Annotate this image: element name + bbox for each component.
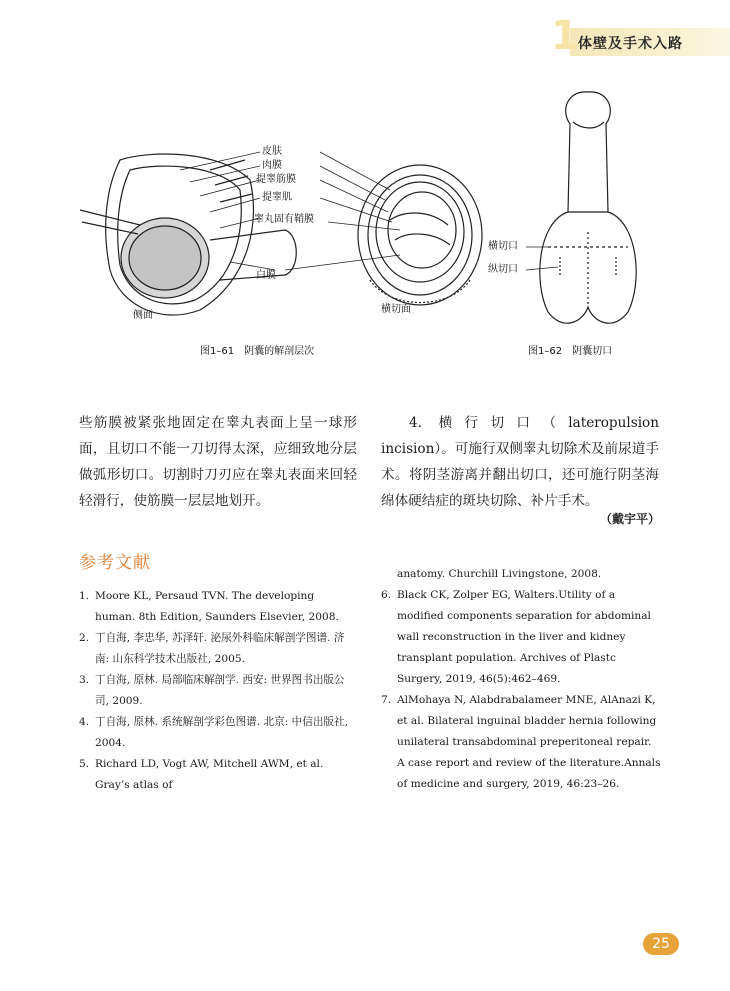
label-longitudinal-incision: 纵切口 [488,264,518,275]
reference-continuation: anatomy. Churchill Livingstone, 2008. [397,568,602,580]
label-tunica-albuginea: 白膜 [256,270,276,281]
label-skin: 皮肤 [262,146,282,157]
label-side-view: 侧面 [133,310,153,321]
label-cremaster-muscle: 提睾肌 [262,192,292,203]
figure-scrotum-layers [70,130,490,360]
author: （戴宇平） [600,512,661,526]
reference-item: 4. 丁自海, 原林. 系统解剖学彩色图谱. 北京: 中信出版社, 2004. [79,716,348,749]
label-cremasteric-fascia: 提睾筋膜 [256,174,296,185]
reference-item: 5. Richard LD, Vogt AW, Mitchell AWM, et al. Gray’s atlas of [79,758,324,791]
right-paragraph: 4. 横行切口（lateropulsion incision）。可施行双侧睾丸切除术及前尿道手术。将阴茎游离并翻出切口，还可施行阴茎海绵体硬结症的斑块切除、补片手术。 [381,415,659,509]
chapter-title: 体壁及手术入路 [578,36,683,52]
references-right-column [381,564,661,795]
reference-item: 6. Black CK, Zolper EG, Walters.Utility of a modified components separation for abdominal wall reconstruction in the liver and kidney transplant population. Archives of Plastc Surgery, 2019, 46(5):462–469. [381,589,651,685]
figure-caption-1-61: 图1–61 阴囊的解剖层次 [200,346,315,357]
figure-scrotal-incision [488,82,688,342]
references-left-column [79,586,357,796]
label-cross-section: 横切面 [381,304,411,315]
page-number: 25 [643,933,679,955]
label-tunica-vaginalis: 睾丸固有鞘膜 [254,214,314,225]
left-paragraph: 些筋膜被紧张地固定在睾丸表面上呈一球形面，且切口不能一刀切得太深，应细致地分层做弧形切口。切割时刀刃应在睾丸表面来回轻轻滑行，使筋膜一层层地划开。 [79,415,357,509]
reference-item: 1. Moore KL, Persaud TVN. The developing human. 8th Edition, Saunders Elsevier, 2008. [79,590,339,623]
scrotal-incision-illustration [488,82,688,342]
chapter-number: 1 [551,13,579,59]
reference-item: 3. 丁自海, 原林. 局部临床解剖学. 西安: 世界图书出版公司, 2009. [79,674,345,707]
references-title: 参考文献 [79,553,151,573]
reference-item: 2. 丁自海, 李忠华, 苏泽轩. 泌尿外科临床解剖学图谱. 济南: 山东科学技术出版社, 2005. [79,632,345,665]
figure-caption-1-62: 图1–62 阴囊切口 [528,346,613,357]
label-transverse-incision: 横切口 [488,241,518,252]
label-dartos: 肉膜 [262,160,282,171]
reference-item: 7. AlMohaya N, Alabdrabalameer MNE, AlAnazi K, et al. Bilateral inguinal bladder hernia following unilateral transabdominal preperitoneal repair. A case report and review of the literature.Annals of medicine and surgery, 2019, 46:23–26. [381,694,661,790]
